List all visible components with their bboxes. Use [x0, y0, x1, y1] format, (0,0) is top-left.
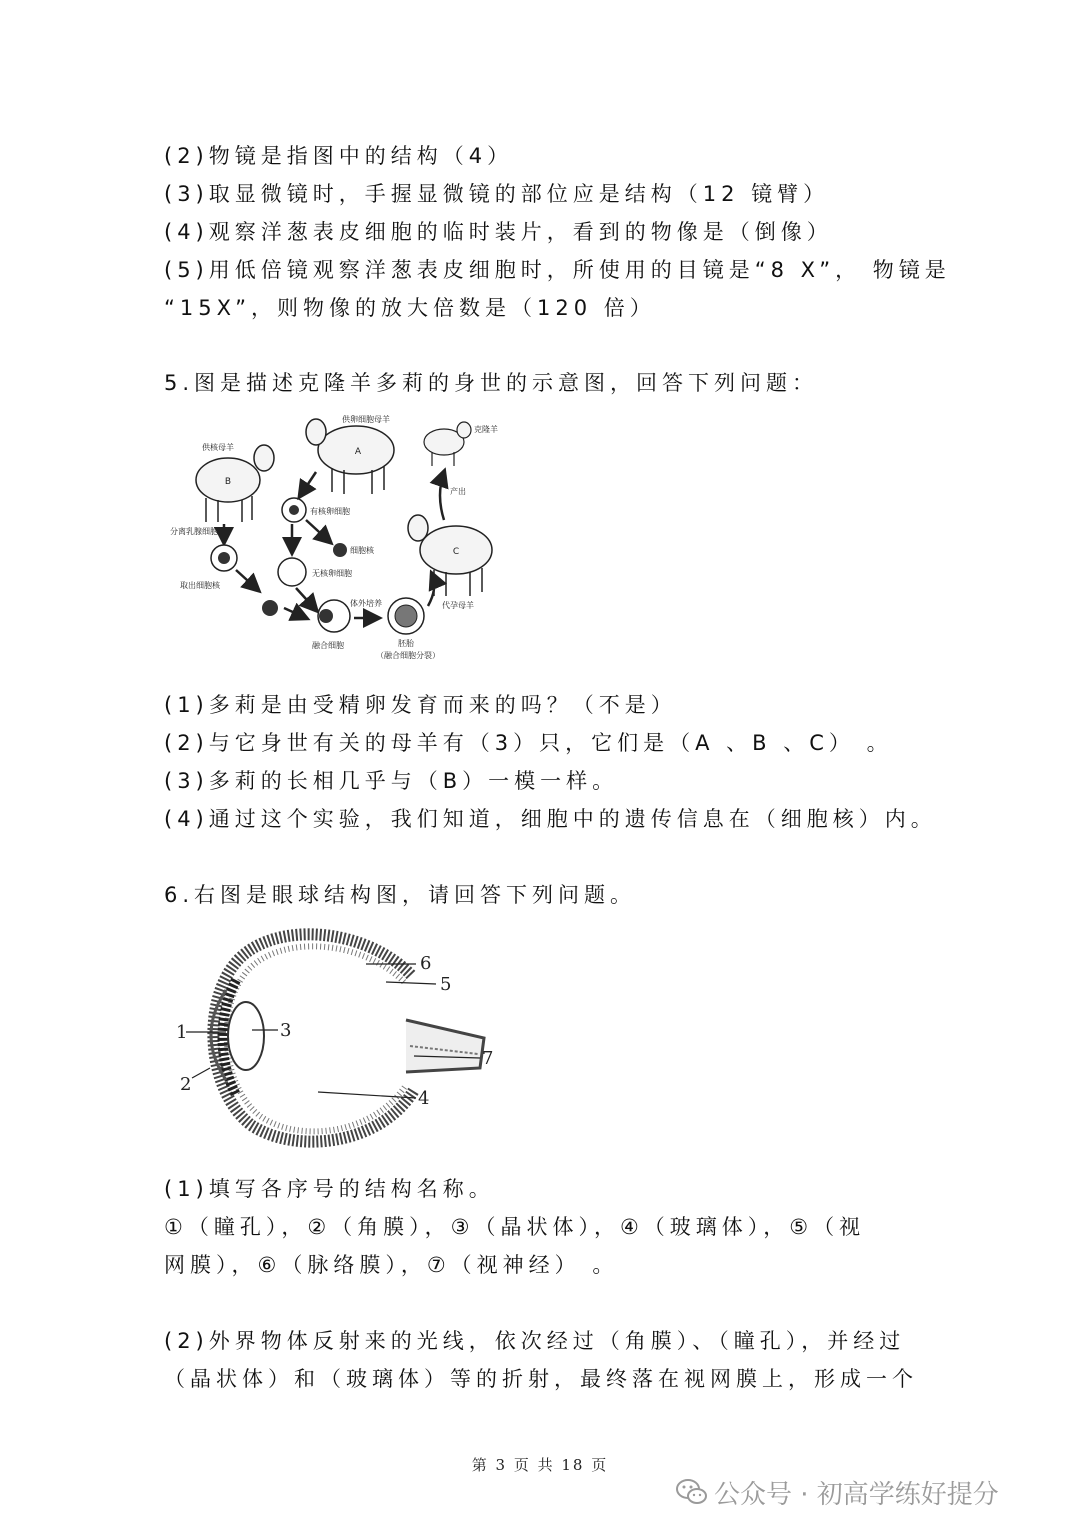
eye-label-1: 1 — [176, 1022, 188, 1043]
q5-answer-1: (1)多莉是由受精卵发育而来的吗？（不是） — [164, 693, 677, 717]
q6-line-2: ①（瞳孔），②（角膜），③（晶状体），④（玻璃体），⑤（视 — [164, 1215, 866, 1239]
q6-line-1: (1)填写各序号的结构名称。 — [164, 1177, 495, 1201]
q6-line-3: 网膜），⑥（脉络膜），⑦（视神经） 。 — [164, 1253, 619, 1277]
sheep-b — [196, 445, 274, 522]
eye-label-3: 3 — [280, 1020, 292, 1041]
q4-line-5b: “15X”，则物像的放大倍数是（120 倍） — [164, 296, 656, 320]
label-surrogate: 代孕母羊 — [442, 601, 474, 610]
sheep-a — [306, 419, 394, 494]
eye-label-5: 5 — [440, 974, 452, 995]
sheep-c — [408, 515, 492, 596]
q5-title: 5.图是描述克隆羊多莉的身世的示意图，回答下列问题： — [164, 371, 819, 395]
wechat-icon — [676, 1478, 708, 1506]
label-birth: 产出 — [450, 487, 466, 496]
label-egg-nucleus: 有核卵细胞 — [310, 507, 350, 516]
eye-label-6: 6 — [420, 953, 432, 974]
q6-title: 6.右图是眼球结构图，请回答下列问题。 — [164, 883, 637, 907]
label-no-nucleus: 无核卵细胞 — [312, 569, 352, 578]
watermark-text: 公众号 · 初高学练好提分 — [714, 1480, 999, 1510]
q6-line-4: (2)外界物体反射来的光线，依次经过（角膜）、（瞳孔），并经过 — [164, 1329, 906, 1353]
label-embryo-note: （融合细胞分裂） — [376, 651, 440, 660]
q5-answer-4: (4)通过这个实验，我们知道，细胞中的遗传信息在（细胞核）内。 — [164, 807, 937, 831]
label-nucleus: 细胞核 — [350, 546, 374, 555]
eyeball-diagram — [166, 920, 506, 1150]
label-donor-egg: 供卵细胞母羊 — [342, 415, 390, 424]
q5-answer-3: (3)多莉的长相几乎与（B）一模一样。 — [164, 769, 619, 793]
q4-line-5a: (5)用低倍镜观察洋葱表皮细胞时，所使用的目镜是“8 X”， 物镜是 — [164, 258, 951, 282]
label-fused: 融合细胞 — [312, 641, 344, 650]
q6-line-5: （晶状体）和（玻璃体）等的折射，最终落在视网膜上，形成一个 — [164, 1367, 918, 1391]
label-a: A — [354, 447, 362, 457]
label-take-nucleus: 取出细胞核 — [180, 581, 220, 590]
q4-line-2: (2)物镜是指图中的结构（4） — [164, 144, 514, 168]
eye-label-2: 2 — [180, 1074, 192, 1095]
label-embryo: 胚胎 — [398, 639, 414, 648]
q4-line-3: (3)取显微镜时，手握显微镜的部位应是结构（12 镜臂） — [164, 182, 830, 206]
label-separate: 分离乳腺细胞 — [170, 527, 218, 536]
page-number: 第 3 页 共 18 页 — [471, 1456, 609, 1474]
q4-line-4: (4)观察洋葱表皮细胞的临时装片，看到的物像是（倒像） — [164, 220, 833, 244]
eye-label-7: 7 — [482, 1048, 494, 1069]
label-clone: 克隆羊 — [474, 425, 498, 434]
eye-label-4: 4 — [418, 1088, 430, 1109]
label-in-vitro: 体外培养 — [350, 599, 382, 608]
clone-lamb — [424, 422, 471, 466]
label-donor-nucleus: 供核母羊 — [202, 443, 234, 452]
clone-sheep-diagram — [166, 410, 506, 665]
q5-answer-2: (2)与它身世有关的母羊有（3）只，它们是（A 、B 、C） 。 — [164, 731, 893, 755]
label-c: C — [452, 547, 460, 557]
label-b: B — [224, 477, 232, 487]
